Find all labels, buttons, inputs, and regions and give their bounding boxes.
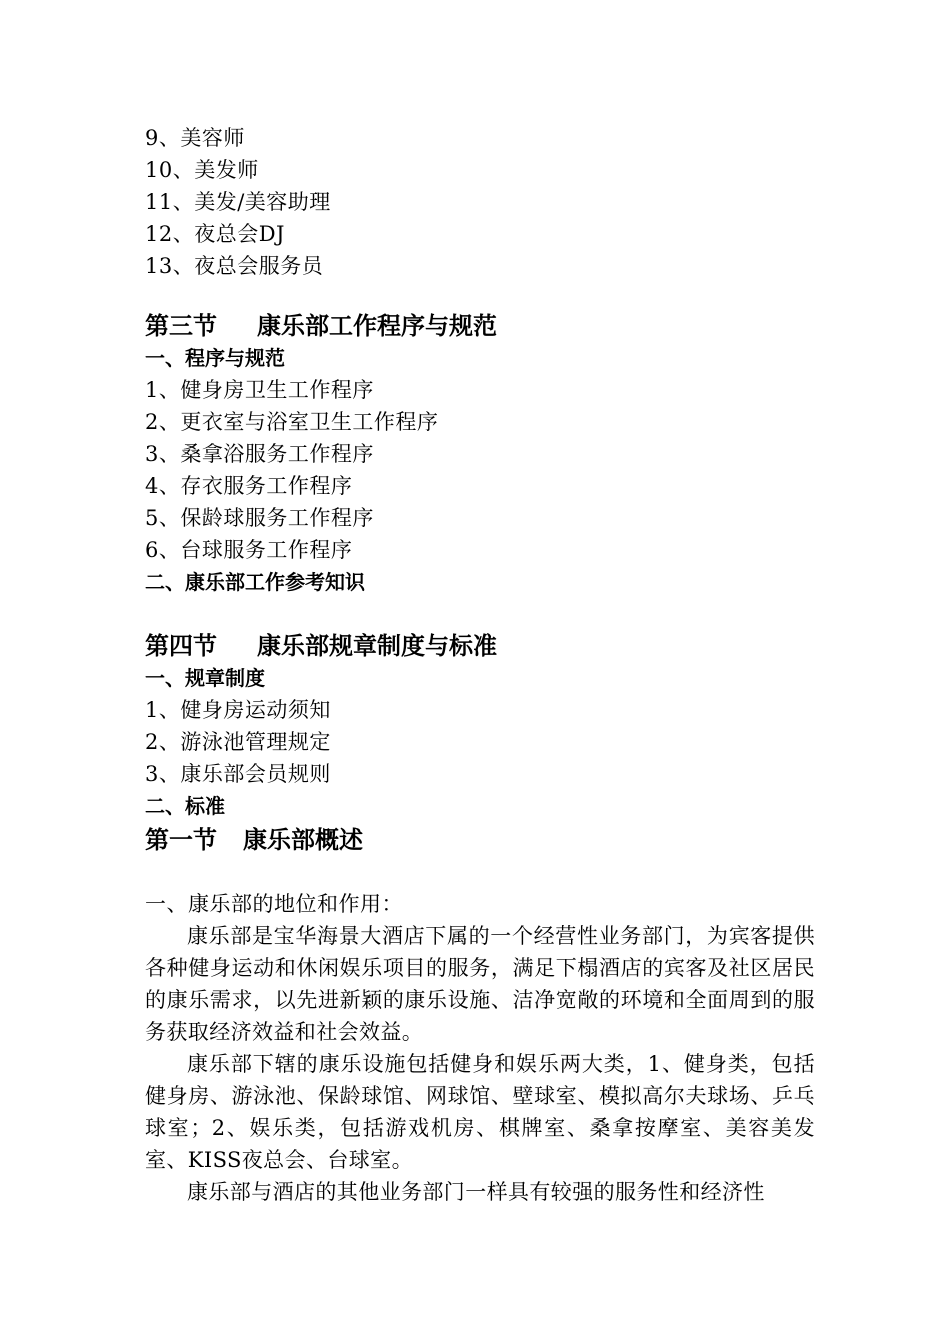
rules-list [145,694,815,790]
list-item: 13、夜总会服务员 [145,254,324,278]
list-item: 5、保龄球服务工作程序 [145,506,374,530]
list-item: 3、桑拿浴服务工作程序 [145,442,374,466]
subheading: 二、标准 [145,794,225,818]
subheading: 一、程序与规范 [145,346,285,370]
paragraph: 康乐部下辖的康乐设施包括健身和娱乐两大类，1、健身类，包括健身房、游泳池、保龄球馆、网球馆、壁球室、模拟高尔夫球场、乒乓球室；2、娱乐类，包括游戏机房、棋牌室、桑拿按摩室、美容美发室、KISS夜总会、台球室。 [145,1052,815,1172]
procedure-list [145,374,815,566]
section-4-heading [145,628,815,664]
list-item: 10、美发师 [145,158,259,182]
section-title: 康乐部概述 [243,826,363,854]
paragraph: 康乐部与酒店的其他业务部门一样具有较强的服务性和经济性 [187,1180,765,1204]
subheading: 二、康乐部工作参考知识 [145,570,365,594]
list-item: 12、夜总会DJ [145,222,285,246]
list-item: 2、更衣室与浴室卫生工作程序 [145,410,439,434]
section-title: 康乐部工作程序与规范 [257,312,497,340]
document-page [145,122,815,1208]
list-item: 9、美容师 [145,126,245,150]
section-number: 第三节 [145,312,217,340]
list-item: 6、台球服务工作程序 [145,538,353,562]
section-number: 第一节 [145,826,217,854]
intro-line: 一、康乐部的地位和作用： [145,892,403,916]
section-1-heading [145,822,815,858]
list-item: 11、美发/美容助理 [145,190,331,214]
staff-list [145,122,815,282]
section-3-heading [145,308,815,344]
section-title: 康乐部规章制度与标准 [257,632,497,660]
list-item: 1、健身房卫生工作程序 [145,378,374,402]
subheading: 一、规章制度 [145,666,265,690]
list-item: 4、存衣服务工作程序 [145,474,353,498]
list-item: 2、游泳池管理规定 [145,730,331,754]
paragraph: 康乐部是宝华海景大酒店下属的一个经营性业务部门，为宾客提供各种健身运动和休闲娱乐项目的服务，满足下榻酒店的宾客及社区居民的康乐需求，以先进新颖的康乐设施、洁净宽敞的环境和全面周到的服务获取经济效益和社会效益。 [145,924,815,1044]
list-item: 3、康乐部会员规则 [145,762,331,786]
list-item: 1、健身房运动须知 [145,698,331,722]
section-number: 第四节 [145,632,217,660]
